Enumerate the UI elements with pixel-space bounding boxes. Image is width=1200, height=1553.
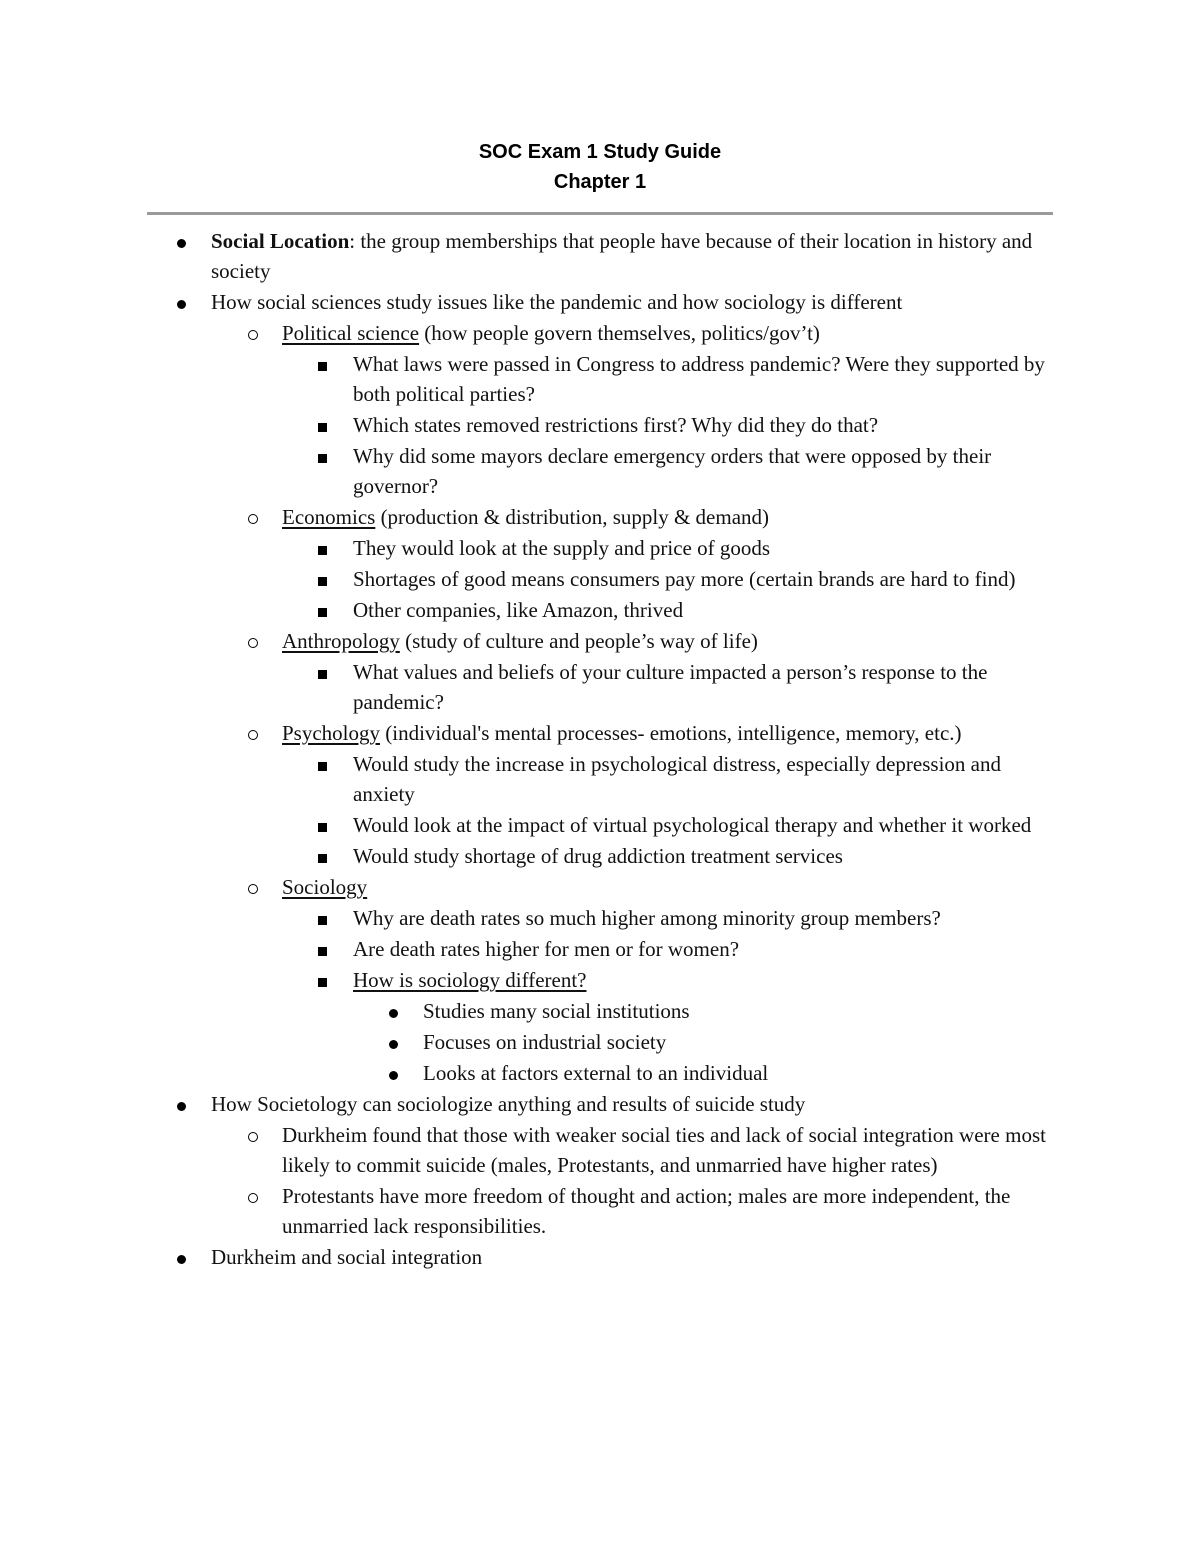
list-item xyxy=(0,749,1200,809)
bullet-circle-icon xyxy=(248,1181,258,1211)
term-political-science: Political science xyxy=(282,321,420,345)
list-item xyxy=(0,657,1200,717)
bullet-square-icon xyxy=(318,595,327,625)
bullet-circle-icon xyxy=(248,872,258,902)
bullet-square-icon xyxy=(318,810,327,840)
term-economics: Economics xyxy=(282,505,376,529)
bullet-dot-icon xyxy=(177,1242,186,1272)
bullet-dot-icon xyxy=(177,1089,186,1119)
list-item-text: (study of culture and people’s way of life) xyxy=(399,629,758,653)
list-item-text: How social sciences study issues like the pandemic and how sociology is different xyxy=(211,290,903,314)
list-item-text: Studies many social institutions xyxy=(423,999,690,1023)
bullet-square-icon xyxy=(318,349,327,379)
bullet-square-icon xyxy=(318,441,327,471)
term-anthropology: Anthropology xyxy=(282,629,400,653)
list-item xyxy=(0,287,1200,317)
bullet-dot-icon xyxy=(389,1058,398,1088)
bullet-square-icon xyxy=(318,533,327,563)
list-item xyxy=(0,841,1200,871)
bullet-square-icon xyxy=(318,903,327,933)
list-item xyxy=(0,934,1200,964)
list-item-text: Durkheim found that those with weaker social ties and lack of social integration were most likely to commit suicide (males, Protestants, and unmarried have higher rates) xyxy=(282,1123,1046,1177)
list-item xyxy=(0,564,1200,594)
list-item-text: Why did some mayors declare emergency orders that were opposed by their governor? xyxy=(353,444,992,498)
list-item xyxy=(0,626,1200,656)
list-item xyxy=(0,410,1200,440)
list-item xyxy=(0,502,1200,532)
bullet-square-icon xyxy=(318,657,327,687)
bullet-square-icon xyxy=(318,749,327,779)
list-item-text: Other companies, like Amazon, thrived xyxy=(353,598,684,622)
list-item xyxy=(0,226,1200,286)
list-item-text: Would look at the impact of virtual psychological therapy and whether it worked xyxy=(353,813,1032,837)
term-psychology: Psychology xyxy=(282,721,381,745)
list-item xyxy=(0,441,1200,501)
list-item-text: Why are death rates so much higher among minority group members? xyxy=(353,906,941,930)
list-item xyxy=(0,718,1200,748)
list-item-text: (how people govern themselves, politics/gov’t) xyxy=(419,321,820,345)
bullet-square-icon xyxy=(318,841,327,871)
bullet-square-icon xyxy=(318,934,327,964)
list-item-text: : the group memberships that people have because of their location in history and society xyxy=(211,229,1033,283)
list-item xyxy=(0,318,1200,348)
list-item xyxy=(0,1181,1200,1241)
bullet-circle-icon xyxy=(248,318,258,348)
list-item-text: What laws were passed in Congress to address pandemic? Were they supported by both political parties? xyxy=(353,352,1045,406)
list-item xyxy=(0,903,1200,933)
list-item xyxy=(0,965,1200,995)
list-item xyxy=(0,1027,1200,1057)
bullet-square-icon xyxy=(318,410,327,440)
list-item xyxy=(0,810,1200,840)
list-item-text: Are death rates higher for men or for women? xyxy=(353,937,740,961)
list-item xyxy=(0,1089,1200,1119)
bullet-dot-icon xyxy=(389,996,398,1026)
horizontal-rule xyxy=(147,212,1053,215)
bullet-square-icon xyxy=(318,965,327,995)
list-item xyxy=(0,595,1200,625)
list-item-text: How Societology can sociologize anything and results of suicide study xyxy=(211,1092,806,1116)
list-item xyxy=(0,1120,1200,1180)
list-item xyxy=(0,349,1200,409)
list-item xyxy=(0,872,1200,902)
list-item-text: Focuses on industrial society xyxy=(423,1030,667,1054)
term-sociology: Sociology xyxy=(282,875,368,899)
bullet-square-icon xyxy=(318,564,327,594)
list-item-text: What values and beliefs of your culture impacted a person’s response to the pandemic? xyxy=(353,660,988,714)
list-item-text: Shortages of good means consumers pay more (certain brands are hard to find) xyxy=(353,567,1016,591)
bullet-dot-icon xyxy=(389,1027,398,1057)
list-item-text: Which states removed restrictions first? Why did they do that? xyxy=(353,413,879,437)
chapter-heading: Chapter 1 xyxy=(553,171,647,193)
list-item-text: Durkheim and social integration xyxy=(211,1245,483,1269)
list-item-text: They would look at the supply and price of goods xyxy=(353,536,771,560)
list-item xyxy=(0,996,1200,1026)
list-item-text: Protestants have more freedom of thought and action; males are more independent, the unmarried lack responsibilities. xyxy=(282,1184,1011,1238)
term-social-location: Social Location xyxy=(211,229,350,253)
list-item-text: (individual's mental processes- emotions, intelligence, memory, etc.) xyxy=(380,721,962,745)
list-item-text: Would study the increase in psychological distress, especially depression and anxiety xyxy=(353,752,1001,806)
bullet-dot-icon xyxy=(177,287,186,317)
document-title: SOC Exam 1 Study Guide xyxy=(478,141,722,163)
list-item xyxy=(0,1242,1200,1272)
list-item xyxy=(0,533,1200,563)
list-item-text: Would study shortage of drug addiction treatment services xyxy=(353,844,843,868)
term-how-sociology-different: How is sociology different? xyxy=(353,968,587,992)
list-item xyxy=(0,1058,1200,1088)
bullet-circle-icon xyxy=(248,626,258,656)
notes-list xyxy=(0,226,1200,1272)
bullet-dot-icon xyxy=(177,226,186,256)
bullet-circle-icon xyxy=(248,1120,258,1150)
bullet-circle-icon xyxy=(248,718,258,748)
list-item-text: Looks at factors external to an individual xyxy=(423,1061,769,1085)
bullet-circle-icon xyxy=(248,502,258,532)
list-item-text: (production & distribution, supply & demand) xyxy=(375,505,770,529)
